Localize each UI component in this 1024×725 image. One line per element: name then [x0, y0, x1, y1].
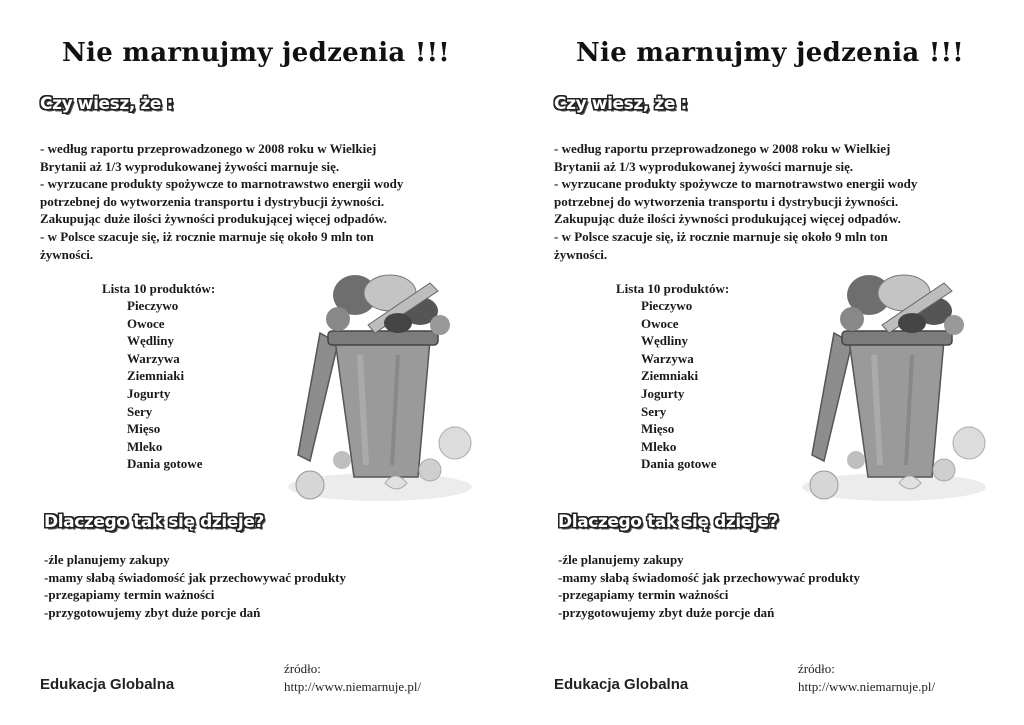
product-item: Sery: [641, 403, 667, 419]
product-item: Owoce: [127, 315, 165, 331]
product-list-title: Lista 10 produktów:: [102, 281, 216, 296]
reason-item: -przygotowujemy zbyt duże porcje dań: [44, 604, 261, 620]
product-list: [127, 297, 202, 473]
product-item: Mleko: [127, 438, 163, 454]
product-item: Sery: [127, 403, 153, 419]
product-list: [641, 297, 716, 473]
source-url: http://www.niemarnuje.pl/: [284, 679, 422, 694]
reason-item: -przygotowujemy zbyt duże porcje dań: [558, 604, 775, 620]
product-item: Jogurty: [127, 385, 171, 401]
fact-item: - wyrzucane produkty spożywcze to marnotrawstwo energii wody potrzebnej do wytworzenia transportu i dystrybucji żywności. Zakupując duże ilości żywności produkującej więcej odpadów.: [554, 176, 918, 227]
fact-item: - w Polsce szacuje się, iż rocznie marnuje się około 9 mln ton żywności.: [554, 228, 888, 262]
product-item: Ziemniaki: [641, 368, 699, 384]
product-item: Dania gotowe: [641, 456, 717, 472]
facts-block: [554, 140, 934, 263]
fact-item: - w Polsce szacuje się, iż rocznie marnuje się około 9 mln ton żywności.: [40, 228, 374, 262]
fact-item: - według raportu przeprowadzonego w 2008 roku w Wielkiej Brytanii aż 1/3 wyprodukowanej żywości marnuje się.: [554, 141, 891, 174]
trash-bin-with-food-icon: [794, 255, 999, 505]
flyer-title: Nie marnujmy jedzenia !!!: [575, 38, 965, 68]
product-item: Jogurty: [641, 385, 685, 401]
reason-item: -przegapiamy termin ważności: [44, 587, 215, 602]
reason-item: -mamy słabą świadomość jak przechowywać produkty: [558, 569, 861, 585]
source-url: http://www.niemarnuje.pl/: [798, 679, 936, 694]
flyer-title: Nie marnujmy jedzenia !!!: [61, 38, 451, 68]
reasons-list: [44, 551, 346, 621]
product-item: Mięso: [127, 421, 161, 437]
source-label: źródło:: [284, 661, 321, 676]
product-item: Mleko: [641, 438, 677, 454]
flyer-right: [514, 0, 1024, 725]
why-heading: Dlaczego tak się dzieje?: [44, 512, 264, 532]
reasons-list: [558, 551, 860, 621]
did-you-know-heading: Czy wiesz, że :: [40, 94, 173, 114]
product-item: Pieczywo: [127, 298, 179, 313]
product-item: Wędliny: [127, 333, 174, 349]
fact-item: - wyrzucane produkty spożywcze to marnotrawstwo energii wody potrzebnej do wytworzenia transportu i dystrybucji żywności. Zakupując duże ilości żywności produkującej więcej odpadów.: [40, 176, 404, 227]
product-item: Warzywa: [127, 350, 180, 366]
product-item: Ziemniaki: [127, 368, 185, 384]
facts-block: [40, 140, 420, 263]
trash-bin-with-food-icon: [280, 255, 485, 505]
reason-item: -przegapiamy termin ważności: [558, 587, 729, 602]
organization-name: Edukacja Globalna: [554, 676, 689, 693]
product-item: Warzywa: [641, 350, 694, 366]
fact-item: - według raportu przeprowadzonego w 2008 roku w Wielkiej Brytanii aż 1/3 wyprodukowanej żywości marnuje się.: [40, 141, 377, 174]
product-list-title: Lista 10 produktów:: [616, 281, 730, 296]
product-item: Wędliny: [641, 333, 688, 349]
did-you-know-heading: Czy wiesz, że :: [554, 94, 687, 114]
source-block: [284, 660, 421, 696]
organization-name: Edukacja Globalna: [40, 676, 175, 693]
product-item: Dania gotowe: [127, 456, 203, 472]
source-block: [798, 660, 935, 696]
why-heading: Dlaczego tak się dzieje?: [558, 512, 778, 532]
product-item: Owoce: [641, 315, 679, 331]
reason-item: -źle planujemy zakupy: [558, 552, 684, 567]
product-item: Mięso: [641, 421, 675, 437]
reason-item: -mamy słabą świadomość jak przechowywać produkty: [44, 569, 347, 585]
reason-item: -źle planujemy zakupy: [44, 552, 170, 567]
product-item: Pieczywo: [641, 298, 693, 313]
source-label: źródło:: [798, 661, 835, 676]
